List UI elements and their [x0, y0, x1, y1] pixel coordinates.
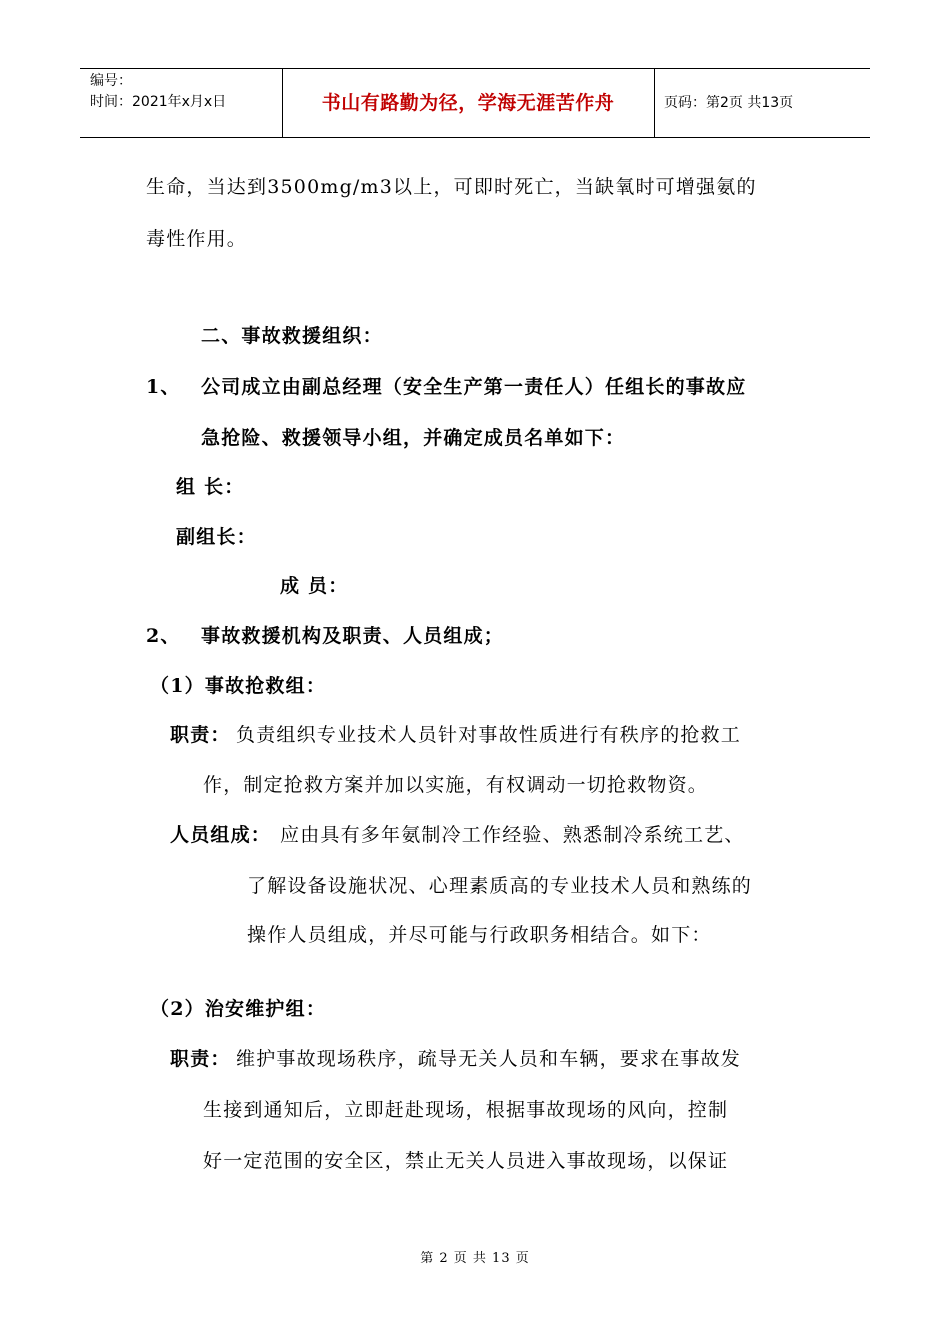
paragraph-line: 生接到通知后，立即赶赴现场，根据事故现场的风向，控制 [203, 1099, 729, 1121]
page-footer: 第 2 页 共 13 页 [420, 1251, 530, 1266]
leader-label: 组 长： [176, 476, 245, 498]
header-meta [90, 71, 280, 113]
paragraph-line: 作，制定抢救方案并加以实施，有权调动一切抢救物资。 [203, 774, 709, 796]
duty-label: 职责： [170, 1048, 231, 1070]
paragraph-line: 了解设备设施状况、心理素质高的专业技术人员和熟练的 [247, 875, 753, 897]
document-header [80, 68, 870, 138]
paragraph-line: 好一定范围的安全区，禁止无关人员进入事故现场，以保证 [203, 1150, 729, 1172]
header-motto: 书山有路勤为径，学海无涯苦作舟 [321, 92, 615, 114]
paragraph-line: 应由具有多年氨制冷工作经验、熟悉制冷系统工艺、 [280, 824, 745, 846]
number-label: 编号： [90, 73, 132, 89]
subsection-title: （2）治安维护组： [150, 998, 327, 1020]
paragraph-line: 生命，当达到3500mg/m3以上，可即时死亡，当缺氧时可增强氨的 [146, 176, 757, 198]
members-label: 成 员： [280, 575, 349, 597]
deputy-leader-label: 副组长： [176, 526, 257, 548]
header-page-info: 页码：第2页 共13页 [664, 95, 794, 111]
item-text: 公司成立由副总经理（安全生产第一责任人）任组长的事故应 [201, 376, 747, 398]
time-label: 时间：2021年x月x日 [90, 94, 227, 110]
paragraph-line: 毒性作用。 [146, 228, 248, 250]
paragraph-line: 负责组织专业技术人员针对事故性质进行有秩序的抢救工 [236, 724, 742, 746]
paragraph-line: 操作人员组成，并尽可能与行政职务相结合。如下： [247, 924, 712, 946]
item-number: 2、 [146, 625, 181, 647]
duty-label: 职责： [170, 724, 231, 746]
item-number: 1、 [146, 376, 181, 398]
item-text: 急抢险、救援领导小组，并确定成员名单如下： [201, 427, 626, 449]
item-text: 事故救援机构及职责、人员组成； [201, 625, 505, 647]
subsection-title: （1）事故抢救组： [150, 675, 327, 697]
paragraph-line: 维护事故现场秩序，疏导无关人员和车辆，要求在事故发 [236, 1048, 742, 1070]
header-divider-right [654, 69, 655, 137]
section-title: 二、事故救援组织： [201, 325, 383, 347]
staff-label: 人员组成： [170, 824, 272, 846]
